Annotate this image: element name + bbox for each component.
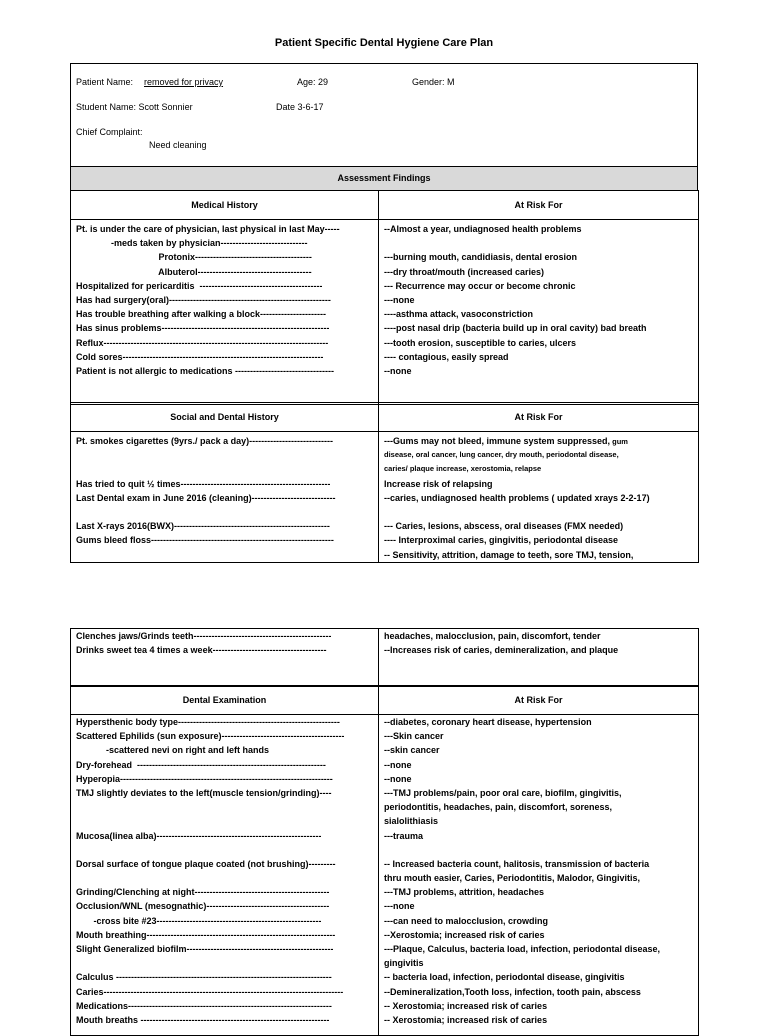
page-title: Patient Specific Dental Hygiene Care Plan xyxy=(274,37,494,49)
text-line: Clenches jaws/Grinds teeth---------------------------------------------- xyxy=(76,631,332,641)
dental-risk-header: At Risk For xyxy=(379,686,699,715)
text-line: Last X-rays 2016(BWX)---------------------------------------------------- xyxy=(76,521,330,532)
text-line: ---Skin cancer xyxy=(384,731,444,742)
text-line: ----post nasal drip (bacteria build up in oral cavity) bad breath xyxy=(384,323,647,334)
text-line xyxy=(384,505,694,519)
text-line: -meds taken by physician----------------------------- xyxy=(76,238,308,249)
medical-history-list xyxy=(71,220,378,378)
text-line: -scattered nevi on right and left hands xyxy=(76,745,270,756)
text-line xyxy=(76,956,374,970)
social-risk-line: caries/ plaque increase, xerostomia, relapse xyxy=(384,464,542,474)
text-line: -- bacteria load, infection, periodontal disease, gingivitis xyxy=(384,972,625,983)
text-line xyxy=(384,236,694,250)
text-line: periodontitis, headaches, pain, discomfort, soreness, xyxy=(384,802,613,813)
text-line: --none xyxy=(384,773,412,784)
text-line: Last Dental exam in June 2016 (cleaning)---------------------------- xyxy=(76,492,336,503)
text-line: Albuterol-------------------------------------- xyxy=(76,266,312,277)
text-line xyxy=(76,871,374,885)
assessment-findings-header: Assessment Findings xyxy=(70,166,698,191)
patient-info-box xyxy=(70,63,698,167)
text-line: Dorsal surface of tongue plaque coated (not brushing)--------- xyxy=(76,858,336,869)
dental-exam-table xyxy=(70,685,699,1036)
text-line: Mouth breaths --------------------------------------------------------------- xyxy=(76,1014,330,1025)
text-line: Occlusion/WNL (mesognathic)----------------------------------------- xyxy=(76,901,330,912)
text-line: --skin cancer xyxy=(384,745,440,756)
text-line: ---- contagious, easily spread xyxy=(384,351,509,362)
social-risk-header: At Risk For xyxy=(379,403,699,432)
text-line: ---- Interproximal caries, gingivitis, periodontal disease xyxy=(384,535,619,546)
text-line: -- Increased bacteria count, halitosis, transmission of bacteria xyxy=(384,858,650,869)
text-line: Medications-------------------------------------------------------------------- xyxy=(76,1000,332,1011)
patient-name-label: Patient Name: xyxy=(76,77,134,87)
text-line: Hospitalized for pericarditis ----------------------------------------- xyxy=(76,280,323,291)
social-history-table xyxy=(70,402,699,563)
social-history-header: Social and Dental History xyxy=(71,403,379,432)
text-line: --Demineralization,Tooth loss, infection, tooth pain, abscess xyxy=(384,986,641,997)
text-line: Pt. is under the care of physician, last physical in last May----- xyxy=(76,224,340,234)
medical-risk-list xyxy=(379,220,698,378)
text-line: Hyperopia----------------------------------------------------------------------- xyxy=(76,773,333,784)
text-line: ----asthma attack, vasoconstriction xyxy=(384,309,534,320)
text-line: Increase risk of relapsing xyxy=(384,478,493,489)
text-line: -- Xerostomia; increased risk of caries xyxy=(384,1014,548,1025)
text-line: Has tried to quit ½ times-------------------------------------------------- xyxy=(76,478,331,489)
text-line xyxy=(76,843,374,857)
text-line: Dry-forehead --------------------------------------------------------------- xyxy=(76,759,326,770)
text-line: ---TMJ problems, attrition, headaches xyxy=(384,887,545,898)
text-line: Pt. smokes cigarettes (9yrs./ pack a day)---------------------------- xyxy=(76,436,334,446)
text-line: Has had surgery(oral)------------------------------------------------------ xyxy=(76,294,331,305)
continued-history-list xyxy=(71,629,378,657)
text-line: --- Recurrence may occur or become chronic xyxy=(384,280,576,291)
text-line: Mucosa(linea alba)------------------------------------------------------- xyxy=(76,830,322,841)
text-line: Scattered Ephilids (sun exposure)----------------------------------------- xyxy=(76,731,345,742)
text-line xyxy=(76,800,374,814)
text-line: ---can need to malocclusion, crowding xyxy=(384,915,549,926)
medical-risk-header: At Risk For xyxy=(379,191,699,220)
continued-history-table xyxy=(70,628,699,687)
text-line xyxy=(76,505,374,519)
gender-field: Gender: M xyxy=(412,77,455,87)
text-line: --none xyxy=(384,365,412,376)
text-line: thru mouth easier, Caries, Periodontitis, Malodor, Gingivitis, xyxy=(384,873,641,884)
text-line: Has sinus problems-------------------------------------------------------- xyxy=(76,323,330,334)
continued-risk-list xyxy=(379,629,698,657)
chief-complaint-value: Need cleaning xyxy=(149,140,207,150)
text-line: Hypersthenic body type------------------------------------------------------ xyxy=(76,717,340,727)
medical-history-table xyxy=(70,190,699,405)
text-line: --none xyxy=(384,759,412,770)
text-line: --- Caries, lesions, abscess, oral diseases (FMX needed) xyxy=(384,521,624,532)
dental-exam-header: Dental Examination xyxy=(71,686,379,715)
age-field: Age: 29 xyxy=(297,77,329,87)
text-line xyxy=(76,448,374,462)
medical-history-header: Medical History xyxy=(71,191,379,220)
student-name-field: Student Name: Scott Sonnier xyxy=(76,102,193,112)
text-line: TMJ slightly deviates to the left(muscle tension/grinding)---- xyxy=(76,787,332,798)
text-line: ---dry throat/mouth (increased caries) xyxy=(384,266,545,277)
patient-name-value: removed for privacy xyxy=(144,77,224,87)
text-line: sialolithiasis xyxy=(384,816,439,827)
text-line: Patient is not allergic to medications --------------------------------- xyxy=(76,365,334,376)
text-line: ---TMJ problems/pain, poor oral care, biofilm, gingivitis, xyxy=(384,787,622,798)
text-line: ---none xyxy=(384,901,415,912)
text-line: Grinding/Clenching at night--------------------------------------------- xyxy=(76,887,330,898)
dental-risk-list xyxy=(379,715,698,1027)
text-line: -cross bite #23------------------------------------------------------- xyxy=(76,915,322,926)
text-line: ---tooth erosion, susceptible to caries, ulcers xyxy=(384,337,577,348)
text-line: Has trouble breathing after walking a block---------------------- xyxy=(76,309,326,320)
text-line: ---none xyxy=(384,294,415,305)
text-line: ---Plaque, Calculus, bacteria load, infection, periodontal disease, xyxy=(384,944,661,954)
text-line xyxy=(76,814,374,828)
text-line: Cold sores------------------------------------------------------------------- xyxy=(76,351,324,362)
text-line: Drinks sweet tea 4 times a week-------------------------------------- xyxy=(76,645,327,656)
date-field: Date 3-6-17 xyxy=(276,102,324,112)
text-line: -- Xerostomia; increased risk of caries xyxy=(384,1000,548,1011)
text-line: gingivitis xyxy=(384,958,424,969)
text-line: Reflux--------------------------------------------------------------------------- xyxy=(76,337,329,348)
social-risk-line: ---Gums may not bleed, immune system suppressed, gum xyxy=(384,436,628,446)
text-line: Gums bleed floss------------------------------------------------------------- xyxy=(76,535,334,546)
text-line: Caries-------------------------------------------------------------------------------- xyxy=(76,986,344,997)
text-line: --Xerostomia; increased risk of caries xyxy=(384,929,545,940)
text-line: --Almost a year, undiagnosed health problems xyxy=(384,224,582,234)
text-line: ---burning mouth, candidiasis, dental erosion xyxy=(384,252,578,263)
text-line: ---trauma xyxy=(384,830,424,841)
social-risk-line: disease, oral cancer, lung cancer, dry mouth, periodontal disease, xyxy=(384,450,619,460)
text-line: --Increases risk of caries, demineralization, and plaque xyxy=(384,645,619,656)
text-line: -- Sensitivity, attrition, damage to teeth, sore TMJ, tension, xyxy=(384,549,634,560)
text-line: Protonix--------------------------------------- xyxy=(76,252,312,263)
dental-exam-list xyxy=(71,715,378,1027)
text-line: Slight Generalized biofilm------------------------------------------------- xyxy=(76,944,334,954)
text-line xyxy=(384,843,694,857)
text-line: Calculus ------------------------------------------------------------------------ xyxy=(76,972,332,983)
text-line xyxy=(76,462,374,476)
text-line: --caries, undiagnosed health problems ( updated xrays 2-2-17) xyxy=(384,492,650,503)
social-risk-list xyxy=(379,432,698,562)
social-history-list xyxy=(71,432,378,548)
chief-complaint-label: Chief Complaint: xyxy=(76,127,143,137)
text-line: headaches, malocclusion, pain, discomfort, tender xyxy=(384,631,601,641)
text-line: Mouth breathing--------------------------------------------------------------- xyxy=(76,929,336,940)
text-line: --diabetes, coronary heart disease, hypertension xyxy=(384,717,592,727)
